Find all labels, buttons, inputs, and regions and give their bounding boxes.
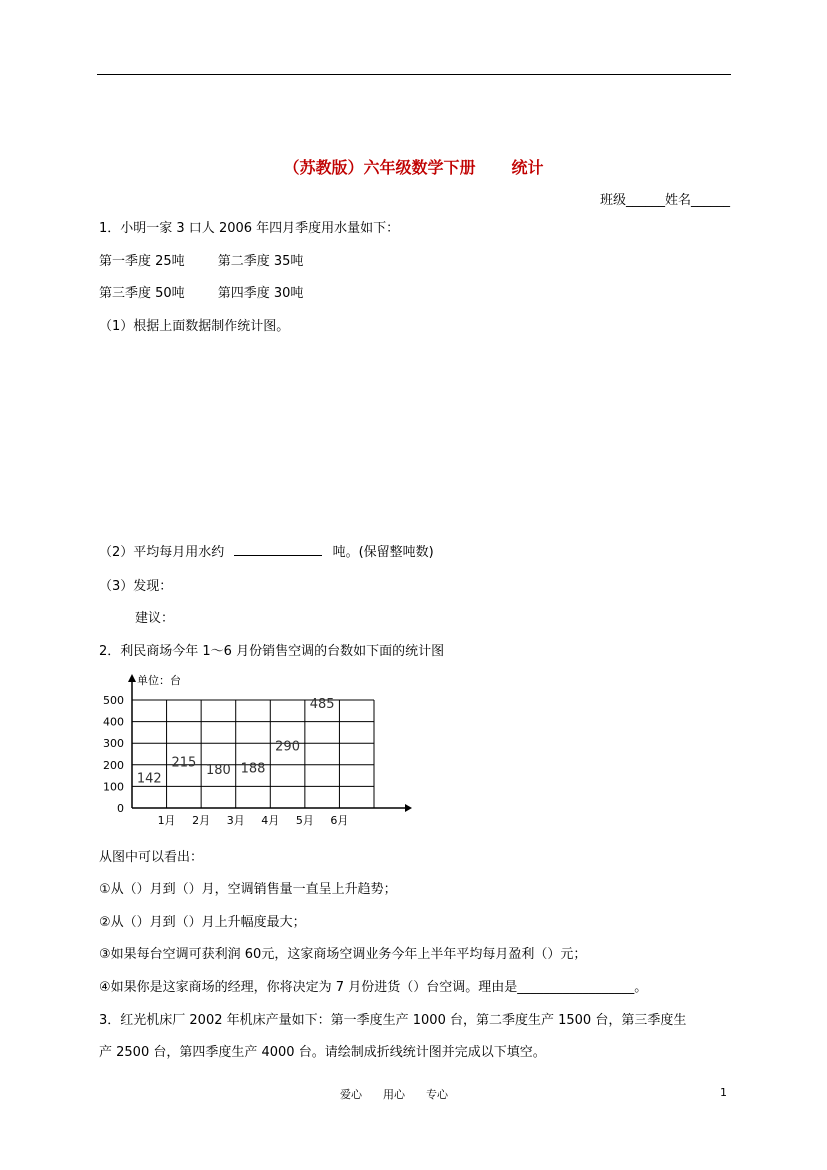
header-rule xyxy=(97,74,731,75)
q1-suggestion: 建议： xyxy=(135,611,175,626)
q2-item3: ③如果每台空调可获利润 60元，这家商场空调业务今年上半年平均每月盈利（）元； xyxy=(99,947,587,962)
x-tick-label: 6月 xyxy=(330,814,349,827)
title-main: （苏教版）六年级数学下册 xyxy=(283,158,476,177)
q1-intro: 1．小明一家 3 口人 2006 年四月季度用水量如下： xyxy=(99,221,400,236)
page-number: 1 xyxy=(720,1086,727,1099)
x-axis-arrow xyxy=(405,804,412,812)
y-tick-label: 500 xyxy=(103,694,124,707)
q3-line2: 产 2500 台，第四季度生产 4000 台。请绘制成折线统计图并完成以下填空。 xyxy=(99,1045,546,1060)
q1-sub2-prefix: （2）平均每月用水约 xyxy=(99,545,225,560)
chart-unit-label: 单位：台 xyxy=(137,674,181,687)
q3-line1: 3．红光机床厂 2002 年机床产量如下：第一季度生产 1000 台，第二季度生产 1500 台，第三季度生 xyxy=(99,1013,687,1028)
title-topic: 统计 xyxy=(511,158,544,177)
y-tick-label: 300 xyxy=(103,737,124,751)
data-value-label: 188 xyxy=(240,761,266,777)
data-value-label: 215 xyxy=(171,755,197,771)
data-value-label: 180 xyxy=(206,763,231,779)
footer-text: 爱心 用心 专心 xyxy=(340,1088,448,1101)
q1-row2: 第三季度 50吨 第四季度 30吨 xyxy=(99,286,304,301)
q2-item4: ④如果你是这家商场的经理，你将决定为 7 月份进货（）台空调。理由是__________________。 xyxy=(99,980,648,995)
q1-sub1: （1）根据上面数据制作统计图。 xyxy=(99,319,290,334)
q1-row1: 第一季度 25吨 第二季度 35吨 xyxy=(99,254,304,269)
x-tick-label: 5月 xyxy=(295,814,314,827)
data-value-label: 142 xyxy=(136,771,162,787)
page-title xyxy=(0,155,827,178)
y-tick-label: 100 xyxy=(103,780,124,794)
y-tick-label: 200 xyxy=(103,758,124,772)
x-tick-label: 4月 xyxy=(261,814,280,827)
data-value-label: 290 xyxy=(275,739,300,755)
y-axis-arrow xyxy=(128,674,136,682)
q2-observe: 从图中可以看出： xyxy=(99,850,204,865)
sales-chart xyxy=(100,668,420,833)
chart-y-ticks xyxy=(103,694,124,815)
x-tick-label: 2月 xyxy=(192,814,211,827)
class-name-field[interactable]: 班级______姓名______ xyxy=(599,193,730,208)
y-tick-label: 400 xyxy=(103,715,124,729)
chart-grid xyxy=(132,700,374,808)
q1-sub2-suffix: 吨。(保留整吨数) xyxy=(332,545,434,560)
q2-intro: 2．利民商场今年 1～6 月份销售空调的台数如下面的统计图 xyxy=(99,644,445,659)
chart-x-labels xyxy=(158,814,349,827)
average-water-blank[interactable] xyxy=(234,543,322,556)
data-value-label: 485 xyxy=(309,697,335,713)
x-tick-label: 3月 xyxy=(226,814,245,827)
q2-item2: ②从（）月到（）月上升幅度最大； xyxy=(99,915,306,930)
q1-sub2 xyxy=(99,541,434,560)
q1-sub3: （3）发现： xyxy=(99,579,173,594)
y-tick-label: 0 xyxy=(117,802,124,815)
x-tick-label: 1月 xyxy=(157,814,176,827)
q2-item1: ①从（）月到（）月，空调销售量一直呈上升趋势； xyxy=(99,882,397,897)
